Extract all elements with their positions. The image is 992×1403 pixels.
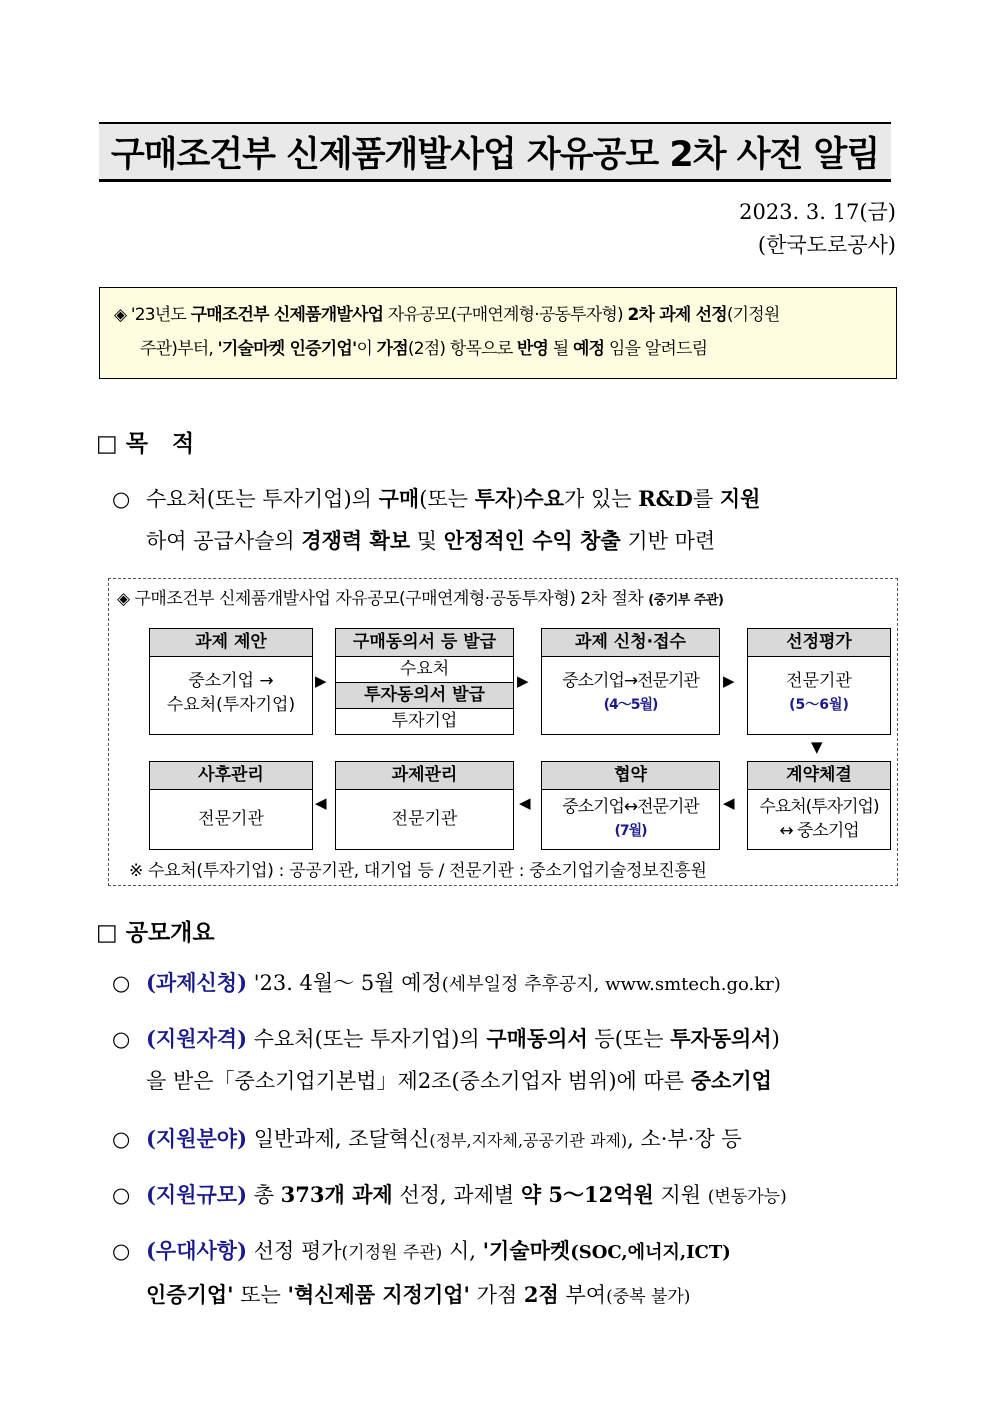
text: 등(또는 [587,1027,671,1051]
date: 2023. 3. 17(금) [739,200,896,224]
text: 가 있는 [564,487,639,511]
section-label: 목 적 [125,431,195,457]
text-small: (세부일정 추후공지, www.smtech.go.kr) [441,974,781,995]
notice-text: 자유공모(구매연계형·공동투자형) [383,305,628,325]
text: 하여 공급사슬의 [146,529,302,553]
text: 일반과제, 조달혁신 [247,1127,430,1151]
step-period: (5～6월) [789,697,849,713]
step-post-management [149,761,313,850]
process-heading [117,584,723,609]
step-evaluation [747,628,891,735]
item-application [112,962,898,1005]
process-diagram [108,578,898,886]
preference-line-2 [112,1274,898,1318]
step-title: 과제관리 [336,762,513,790]
text: '23. 4월～ 5월 예정 [247,971,442,995]
text-bold: 2점 [523,1282,559,1307]
step-body [748,790,890,843]
arrow-right-icon: ▶ [517,672,529,690]
step-text: 투자기업 [391,711,458,731]
text-bold: '혁신제품 지정기업' [287,1282,470,1307]
text-small: (중복 불가) [606,1287,691,1307]
item-label: (과제신청) [146,970,248,995]
text: 수요처(또는 투자기업)의 [247,1027,487,1051]
text: ) [771,1027,780,1051]
text-bold: 중소기업 [690,1068,772,1093]
notice-bold: 반영 [516,339,549,359]
text-bold: 구매 [378,486,420,511]
text-bold: 투자동의서 [670,1026,772,1051]
item-eligibility [112,1018,898,1102]
text: 시, [442,1239,483,1263]
notice-bold: 가점 [376,339,408,359]
text-bold: 경쟁력 확보 [301,528,411,553]
section-purpose-heading [96,425,194,458]
item-field [112,1118,898,1161]
section-label: 공모개요 [125,920,215,946]
step-text: 중소기업→전문기관 [562,671,699,691]
document-title-box [99,122,891,182]
step-contract [747,761,891,850]
step-text: 전문기관 [198,809,264,829]
step-text: 전문기관 [391,809,458,829]
text: 및 [410,529,444,553]
text: 선정 평가 [247,1239,342,1263]
step-title: 과제 제안 [150,629,312,657]
text: 지원 [653,1183,708,1207]
circle-bullet-icon: ○ [112,1127,131,1151]
purpose-paragraph [112,478,898,562]
text-bold: 373개 과제 [280,1182,393,1207]
arrow-right-icon: ▶ [315,672,327,690]
process-heading-text: 구매조건부 신제품개발사업 자유공모(구매연계형·공동투자형) 2차 절차 [134,589,649,609]
square-icon: □ [96,431,118,457]
item-preference [112,1230,898,1318]
notice-text: 주관)부터, [140,339,218,359]
arrow-right-icon: ▶ [723,672,735,690]
text-bold: 안정적인 수익 창출 [443,528,621,553]
square-icon: □ [96,920,118,946]
item-label: (지원자격) [146,1026,248,1051]
diamond-icon: ◈ [117,589,130,609]
step-application [541,628,720,735]
section-overview-heading [96,914,215,947]
organization: (한국도로공사) [757,233,896,257]
text: 를 [692,487,720,511]
process-heading-note: (중기부 주관) [648,593,724,608]
eligibility-line-2 [112,1060,898,1102]
step-text: 중소기업 → [188,671,274,691]
notice-bold: 2차 과제 선정 [627,305,727,325]
item-scale [112,1174,898,1218]
notice-bold: '기술마켓 인증기업' [217,339,357,359]
circle-bullet-icon: ○ [112,971,131,995]
notice-text: '23년도 [130,305,191,325]
step-project-management [335,761,514,850]
step-text: ↔ 중소기업 [779,821,859,841]
text-bold: 투자 [474,486,516,511]
text: 부여 [558,1283,607,1307]
text: 을 받은「중소기업기본법」제2조(중소기업자 범위)에 따른 [146,1069,691,1093]
step-body [150,657,312,717]
notice-text: (2점) 항목으로 [407,339,517,359]
notice-bold: 예정 [573,339,605,359]
document-title: 구매조건부 신제품개발사업 자유공모 2차 사전 알림 [110,134,880,175]
step-title: 사후관리 [150,762,312,790]
step-proposal [149,628,313,735]
notice-text: 임을 알려드림 [604,339,708,359]
text: 수요처(또는 투자기업)의 [146,487,379,511]
step-period: (7월) [614,823,647,839]
text-bold: 인증기업' [146,1282,234,1307]
text: , 소·부·장 등 [627,1127,742,1151]
arrow-left-icon: ◀ [519,794,531,812]
step-text: 수요처(투자기업) [759,797,879,817]
step-period: (4～5월) [603,697,658,713]
text-small: (정부,지자체,공공기관 과제) [429,1131,628,1150]
step-title: 투자동의서 발급 [336,683,513,709]
text-bold: R&D [638,486,693,511]
step-title: 과제 신청·접수 [542,629,719,657]
step-text: 전문기관 [786,671,852,691]
text-bold: '기술마켓 [482,1238,571,1263]
notice-text: 이 [356,339,377,359]
text-bold: 약 5～12억원 [520,1182,654,1207]
text: ) [515,487,524,511]
circle-bullet-icon: ○ [112,1027,131,1051]
notice-text: (기정원 [726,305,780,325]
text: 기반 마련 [620,529,716,553]
step-title: 협약 [542,762,719,790]
step-text: 수요처(투자기업) [166,695,296,715]
notice-bold: 구매조건부 신제품개발사업 [190,305,384,325]
text-small: (변동가능) [707,1187,787,1207]
notice-text: 될 [548,339,574,359]
text-bold: (SOC,에너지,ICT) [570,1242,731,1263]
circle-bullet-icon: ○ [112,1239,131,1263]
item-label: (우대사항) [146,1238,248,1263]
arrow-left-icon: ◀ [723,794,735,812]
notice-line-1 [114,305,780,325]
step-text: 수요처 [336,657,513,683]
text-bold: 구매동의서 [486,1026,588,1051]
circle-bullet-icon: ○ [112,487,131,511]
item-label: (지원규모) [146,1182,248,1207]
diamond-icon: ◈ [114,305,127,325]
step-body [542,657,719,717]
notice-box [99,287,897,379]
text: (또는 [419,487,475,511]
date-block [739,196,896,262]
step-agreement [541,761,720,850]
circle-bullet-icon: ○ [112,1183,131,1207]
process-footnote: ※ 수요처(투자기업) : 공공기관, 대기업 등 / 전문기관 : 중소기업기술정보진흥원 [129,861,707,881]
item-label: (지원분야) [146,1126,248,1151]
notice-line-2 [114,332,882,366]
arrow-left-icon: ◀ [315,794,327,812]
arrow-down-icon: ▼ [811,738,823,756]
step-text: 중소기업↔전문기관 [562,797,699,817]
text: 또는 [233,1283,288,1307]
step-body [542,790,719,843]
step-title: 선정평가 [748,629,890,657]
text-bold: 지원 [719,486,761,511]
purpose-line-2 [112,520,898,562]
text: 가점 [469,1283,524,1307]
step-consent-issue [335,628,514,735]
text: 선정, 과제별 [392,1183,521,1207]
step-title: 구매동의서 등 발급 [336,629,513,657]
text-bold: 수요 [523,486,564,511]
step-title: 계약체결 [748,762,890,790]
text-small: (기정원 주관) [341,1243,443,1263]
step-body [748,657,890,717]
text: 총 [247,1183,281,1207]
